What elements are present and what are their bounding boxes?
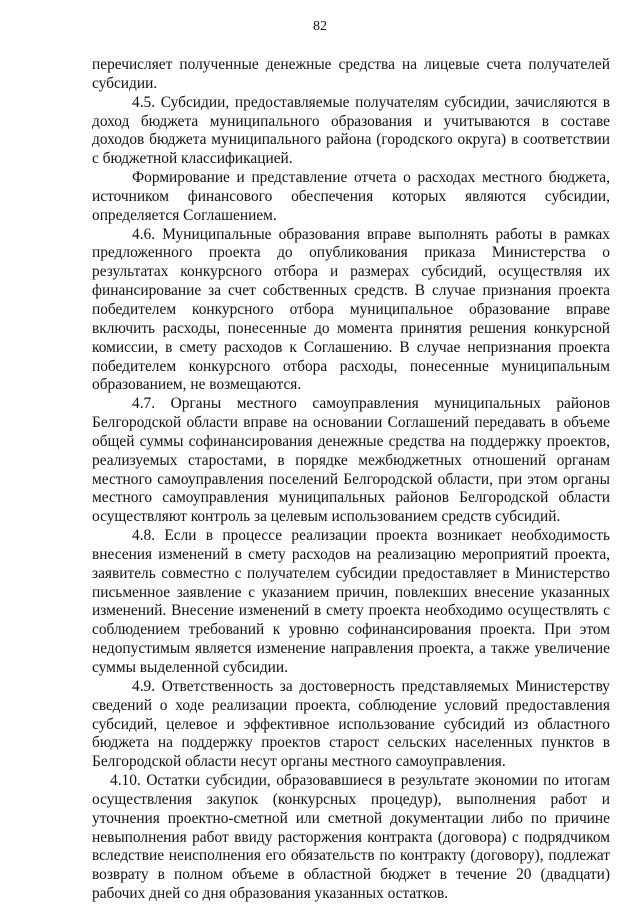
paragraph-4-8: 4.8. Если в процессе реализации проекта возникает необходимость внесения изменений в смету расходов на реализацию мероприятий проекта, заявитель совместно с получателем субсидии предоставляет в Министерство письменное заявление с указанием причин, повлекших внесение указанных изменений. Внесение изменений в смету проекта необходимо осуществлять с соблюдением требований к уровню софинансирования проекта. При этом недопустимым является изменение направления проекта, а также увеличение суммы выделенной субсидии. (92, 527, 610, 676)
paragraph-4-10: 4.10. Остатки субсидии, образовавшиеся в результате экономии по итогам осуществления закупок (конкурсных процедур), выполнения работ и уточнения проектно-сметной или сметной документации либо по причине невыполнения работ ввиду расторжения контракта (договора) с подрядчиком вследствие неисполнения его обязательств по контракту (договору), подлежат возврату в полном объеме в областной бюджет в течение 20 (двадцати) рабочих дней со дня образования указанных остатков. (92, 772, 610, 903)
page-number: 82 (313, 19, 327, 34)
paragraph-4-5: 4.5. Субсидии, предоставляемые получателям субсидии, зачисляются в доход бюджета муниципального образования и учитываются в составе доходов бюджета муниципального района (городского округа) в соответствии с бюджетной классификацией. (92, 93, 610, 168)
document-body (92, 56, 610, 904)
paragraph-4-5-report: Формирование и представление отчета о расходах местного бюджета, источником финансового обеспечения которых являются субсидии, определяется Соглашением. (92, 169, 610, 224)
paragraph-4-6: 4.6. Муниципальные образования вправе выполнять работы в рамках предложенного проекта до опубликования приказа Министерства о результатах конкурсного отбора и размерах субсидий, осуществляя их финансирование за счет собственных средств. В случае признания проекта победителем конкурсного отбора муниципальное образование вправе включить расходы, понесенные до момента принятия решения конкурсной комиссии, в смету расходов к Соглашению. В случае непризнания проекта победителем конкурсного отбора расходы, понесенные муниципальным образованием, не возмещаются. (92, 225, 610, 394)
paragraph-continuation: перечисляет полученные денежные средства на лицевые счета получателей субсидии. (92, 56, 610, 92)
paragraph-4-7: 4.7. Органы местного самоуправления муниципальных районов Белгородской области вправе на основании Соглашений передавать в объеме общей суммы софинансирования денежные средства на поддержку проектов, реализуемых старостами, в порядке межбюджетных отношений органам местного самоуправления поселений Белгородской области, при этом органы местного самоуправления муниципальных районов Белгородской области осуществляют контроль за целевым использованием средств субсидий. (92, 395, 610, 526)
paragraph-4-9: 4.9. Ответственность за достоверность представляемых Министерству сведений о ходе реализации проекта, соблюдение условий предоставления субсидий, целевое и эффективное использование субсидий из областного бюджета на поддержку проектов старост сельских населенных пунктов в Белгородской области несут органы местного самоуправления. (92, 677, 610, 771)
